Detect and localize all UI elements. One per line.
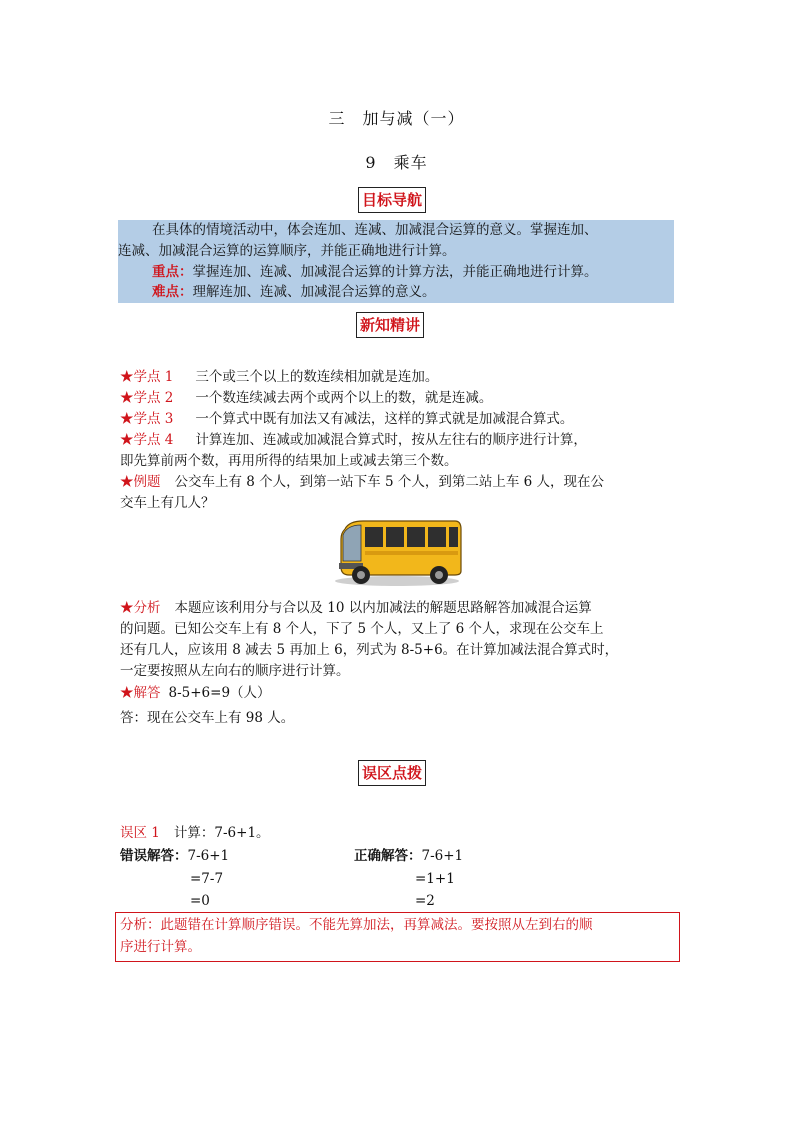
section-mistakes-heading: 误区点拨 — [358, 760, 426, 786]
study-point-label: 学点 4 — [133, 432, 174, 448]
star-icon: ★ — [120, 474, 134, 490]
analysis-line1 — [120, 598, 592, 619]
star-icon: ★ — [120, 432, 134, 448]
example-line1 — [120, 472, 604, 493]
star-icon: ★ — [120, 369, 134, 385]
study-point-2 — [120, 388, 492, 409]
goal-text-line1: 在具体的情境活动中，体会连加、连减、加减混合运算的意义。掌握连加、 — [152, 222, 598, 238]
difficulty-label: 难点： — [152, 284, 193, 300]
star-icon: ★ — [120, 390, 134, 406]
analysis-line4: 一定要按照从左向右的顺序进行计算。 — [120, 663, 350, 679]
goal-text-line2: 连减、加减混合运算的运算顺序，并能正确地进行计算。 — [118, 243, 456, 259]
study-point-4 — [120, 430, 587, 451]
star-icon: ★ — [120, 411, 134, 427]
right-answer-label: 正确解答： — [354, 848, 422, 864]
lesson-title: 9 乘车 — [365, 153, 428, 172]
answer-equation: 8-5+6=9（人） — [168, 685, 271, 701]
study-point-1 — [120, 367, 438, 388]
section-goal-heading: 目标导航 — [358, 187, 426, 213]
key-point-line — [152, 262, 598, 283]
analysis-line3: 还有几人，应该用 8 减去 5 再加上 6，列式为 8-5+6。在计算加减法混合算式时， — [120, 642, 619, 658]
right-step-1: =1+1 — [415, 871, 455, 887]
right-answer-line — [354, 846, 463, 867]
mistake-analysis-box — [115, 912, 680, 962]
mistake-task-line — [120, 823, 270, 844]
answer-label: 解答 — [133, 685, 161, 701]
mistake-label: 误区 1 — [120, 825, 160, 841]
study-point-label: 学点 1 — [133, 369, 174, 385]
wrong-step-1: =7-7 — [190, 871, 224, 887]
mistake-task: 计算：7-6+1。 — [173, 825, 270, 841]
example-text: 公交车上有 8 个人，到第一站下车 5 个人，到第二站上车 6 人，现在公 — [174, 474, 605, 490]
difficulty-line — [152, 282, 436, 303]
wrong-answer-line — [120, 846, 229, 867]
wrong-step-2: =0 — [190, 893, 210, 909]
star-icon: ★ — [120, 685, 134, 701]
study-point-label: 学点 3 — [133, 411, 174, 427]
mistake-analysis-line2: 序进行计算。 — [120, 939, 201, 955]
right-step-2: =2 — [415, 893, 435, 909]
mistake-analysis-line1: 分析：此题错在计算顺序错误。不能先算加法，再算减法。要按照从左到右的顺 — [120, 917, 593, 933]
example-label: 例题 — [133, 474, 161, 490]
study-point-text: 一个算式中既有加法又有减法，这样的算式就是加减混合算式。 — [195, 411, 574, 427]
key-point-text: 掌握连加、连减、加减混合运算的计算方法，并能正确地进行计算。 — [192, 264, 598, 280]
analysis-line2: 的问题。已知公交车上有 8 个人，下了 5 个人，又上了 6 个人，求现在公交车上 — [120, 621, 604, 637]
key-point-label: 重点： — [152, 264, 193, 280]
star-icon: ★ — [120, 600, 134, 616]
goal-highlight-box — [118, 220, 674, 303]
study-point-text: 一个数连续减去两个或两个以上的数，就是连减。 — [195, 390, 493, 406]
chapter-title: 三 加与减（一） — [328, 109, 465, 128]
difficulty-text: 理解连加、连减、加减混合运算的意义。 — [192, 284, 436, 300]
wrong-answer-eq: 7-6+1 — [187, 848, 230, 864]
section-knowledge-heading: 新知精讲 — [356, 312, 424, 338]
analysis-label: 分析 — [133, 600, 161, 616]
study-point-text: 计算连加、连减或加减混合算式时，按从左往右的顺序进行计算， — [195, 432, 587, 448]
study-point-3 — [120, 409, 573, 430]
answer-line — [120, 683, 271, 704]
right-answer-eq: 7-6+1 — [421, 848, 464, 864]
example-line2: 交车上有几人？ — [120, 495, 215, 511]
wrong-answer-label: 错误解答： — [120, 848, 188, 864]
bus-illustration — [331, 515, 463, 587]
study-point-label: 学点 2 — [133, 390, 174, 406]
analysis-text: 本题应该利用分与合以及 10 以内加减法的解题思路解答加减混合运算 — [174, 600, 592, 616]
study-point-4-continued: 即先算前两个数，再用所得的结果加上或减去第三个数。 — [120, 453, 458, 469]
answer-text: 答：现在公交车上有 98 人。 — [120, 710, 295, 726]
study-point-text: 三个或三个以上的数连续相加就是连加。 — [195, 369, 439, 385]
